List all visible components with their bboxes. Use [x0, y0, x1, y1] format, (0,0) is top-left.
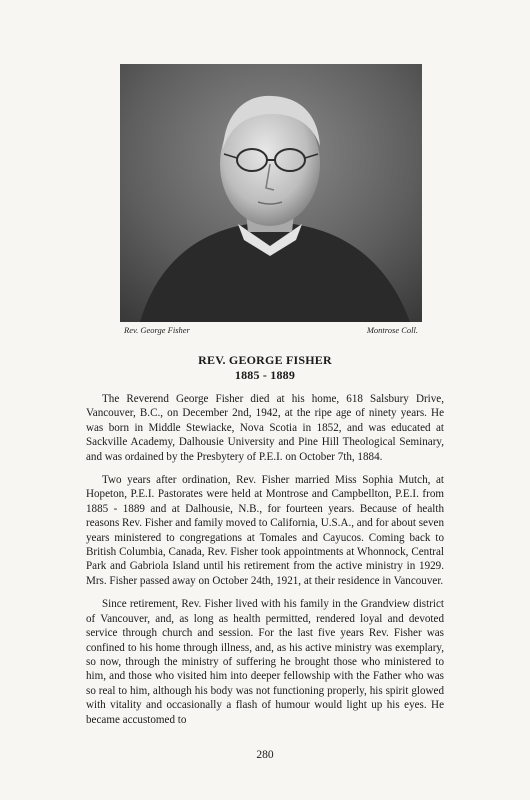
article-body: [86, 392, 444, 736]
heading-name: REV. GEORGE FISHER: [198, 353, 332, 367]
paragraph: Since retirement, Rev. Fisher lived with his family in the Grandview district of Vancouver, and, as long as health permitted, rendered loyal and devoted service through church and session. For the last five years Rev. Fisher was confined to his home through illness, and, as his active ministry was exemplary, so now, through the ministry of suffering he brought those who ministered to him, and those who visited him into deeper fellowship with the Father who was so real to him, although his body was not functioning properly, his spirit glowed with vitality and occasionally a flash of humour would light up his eyes. He became accustomed to: [86, 598, 444, 726]
paragraph: The Reverend George Fisher died at his home, 618 Salsbury Drive, Vancouver, B.C., on December 2nd, 1942, at the ripe age of ninety years. He was born in Middle Stewiacke, Nova Scotia in 1852, and was educated at Sackville Academy, Dalhousie University and Pine Hill Theological Seminary, and was ordained by the Presbytery of P.E.I. on October 7th, 1884.: [86, 393, 444, 463]
article-heading: [0, 353, 530, 383]
portrait-image: [120, 64, 422, 322]
portrait-photo: [120, 64, 422, 322]
caption-credit: Montrose Coll.: [366, 325, 418, 335]
paragraph: Two years after ordination, Rev. Fisher married Miss Sophia Mutch, at Hopeton, P.E.I. Pastorates were held at Montrose and Campbellton, P.E.I. from 1885 - 1889 and at Dalhousie, N.B., for fourteen years. Because of health reasons Rev. Fisher and family moved to California, U.S.A., and for about seven years ministered to congregations at Tomales and Cayucos. Coming back to British Columbia, Canada, Rev. Fisher took appointments at Whonnock, Central Park and Gabriola Island until his retirement from the active ministry in 1929. Mrs. Fisher passed away on October 24th, 1921, at their residence in Vancouver.: [86, 474, 444, 587]
heading-years: 1885 - 1889: [234, 368, 296, 382]
caption-subject: Rev. George Fisher: [124, 325, 190, 335]
page-number: 280: [256, 749, 274, 761]
